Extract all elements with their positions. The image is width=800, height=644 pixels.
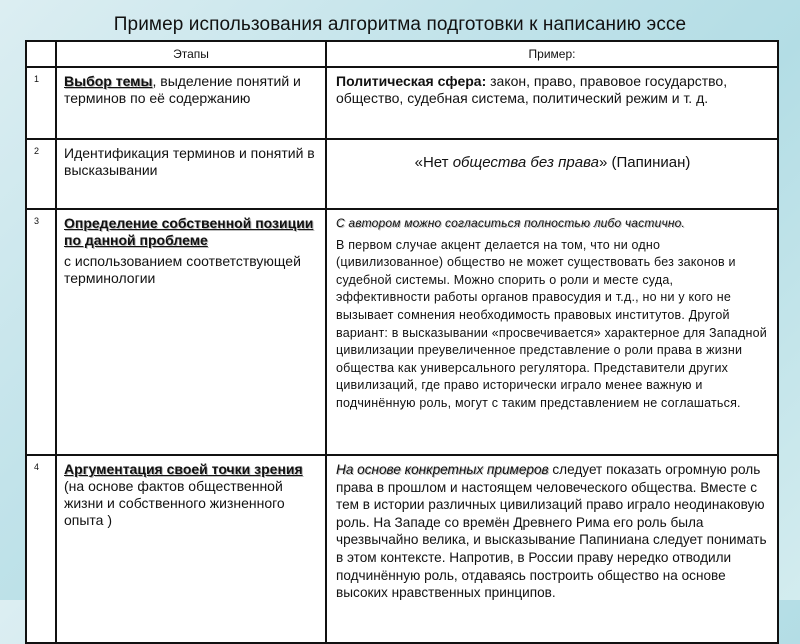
quote-author: » (Папиниан) xyxy=(598,154,691,171)
row-number: 4 xyxy=(26,455,56,643)
stage-description: с использованием соответствующей терминологии xyxy=(64,253,301,286)
table-row xyxy=(26,139,778,209)
quote-open: «Нет xyxy=(414,154,453,171)
stage-cell xyxy=(56,455,326,643)
example-cell xyxy=(326,455,778,643)
stage-description: , выделение понятий и терминов по её содержанию xyxy=(64,73,301,106)
table-header-row xyxy=(26,41,778,67)
table-row xyxy=(26,209,778,455)
example-text: закон, право, правовое государство, общество, судебная система, политический режим и т. д. xyxy=(336,73,728,106)
example-cell xyxy=(326,67,778,139)
table-row xyxy=(26,455,778,643)
table-row xyxy=(26,67,778,139)
header-num xyxy=(26,41,56,67)
stage-title: Определение собственной позиции по данной проблеме xyxy=(64,215,314,248)
stage-title: Аргументация своей точки зрения xyxy=(64,461,303,477)
row-number: 1 xyxy=(26,67,56,139)
row-number: 2 xyxy=(26,139,56,209)
example-heading: На основе конкретных примеров xyxy=(336,462,549,477)
stage-cell xyxy=(56,139,326,209)
quote-text: общества без права xyxy=(452,154,599,171)
essay-algorithm-table xyxy=(25,40,779,644)
stage-description: (на основе фактов общественной жизни и собственного жизненного опыта ) xyxy=(64,478,285,528)
header-example: Пример: xyxy=(326,41,778,67)
header-stages: Этапы xyxy=(56,41,326,67)
stage-title: Выбор темы xyxy=(64,73,153,89)
example-text: следует показать огромную роль права в прошлом и настоящем человеческого общества. Вместе с тем в истории различных цивилизаций право играло неодинаковую роль. На Западе со времён Древнего Рима его роль была чрезвычайно велика, и высказывание Папиниана следует понимать в этом контексте. Напротив, в России праву нередко отводили подчинённую роль, отдаваясь построить общество на основе высоких нравственных принципов. xyxy=(336,462,767,601)
example-cell xyxy=(326,139,778,209)
example-heading: С автором можно согласиться полностью либо частично. xyxy=(336,216,686,230)
stage-cell xyxy=(56,67,326,139)
row-number: 3 xyxy=(26,209,56,455)
example-cell xyxy=(326,209,778,455)
example-heading: Политическая сфера: xyxy=(336,73,487,89)
example-text: В первом случае акцент делается на том, что ни одно (цивилизованное) общество не может существовать без законов и судебной системы. Можно спорить о роли и месте суда, эффективности работы органов правосудия и т.д., но ни у кого не вызывает сомнения необходимость правовых институтов. Другой вариант: в высказывании «просвечивается» характерное для Западной цивилизации преувеличенное представление о роли права в жизни общества как универсального регулятора. Представители других цивилизаций, где право исторически играло менее важную и подчинённую роль, могут с таким представлением не соглашаться. xyxy=(336,237,767,410)
stage-cell xyxy=(56,209,326,455)
stage-description: Идентификация терминов и понятий в высказывании xyxy=(64,145,315,178)
page-title: Пример использования алгоритма подготовки к написанию эссе xyxy=(113,14,687,35)
